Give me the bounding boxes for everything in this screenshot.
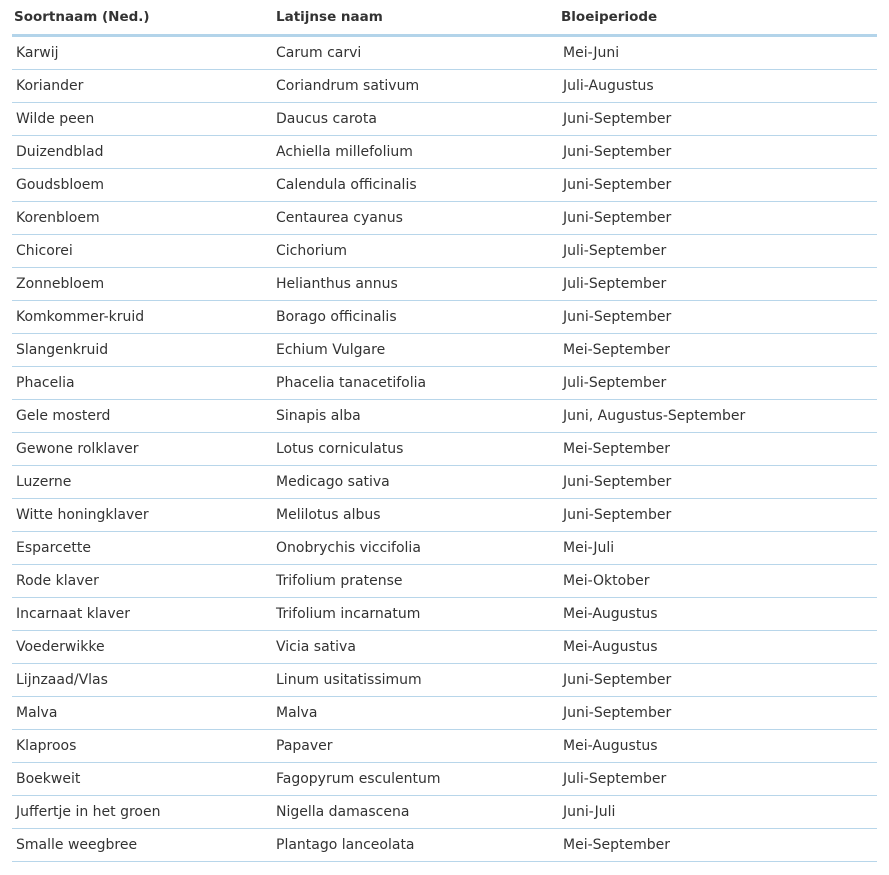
- cell-latin-name: Fagopyrum esculentum: [272, 763, 557, 796]
- cell-flowering-period: Mei-Juni: [557, 36, 877, 70]
- cell-latin-name: Borago officinalis: [272, 301, 557, 334]
- cell-dutch-name: Duizendblad: [12, 136, 272, 169]
- table-row: [12, 400, 877, 433]
- table-row: [12, 466, 877, 499]
- table-row: [12, 169, 877, 202]
- cell-flowering-period: Juni, Augustus-September: [557, 400, 877, 433]
- cell-dutch-name: Incarnaat klaver: [12, 598, 272, 631]
- table-row: [12, 499, 877, 532]
- species-table: [12, 0, 877, 862]
- cell-flowering-period: Mei-September: [557, 334, 877, 367]
- header-flowering-period: Bloeiperiode: [557, 0, 877, 36]
- cell-latin-name: Achiella millefolium: [272, 136, 557, 169]
- cell-dutch-name: Phacelia: [12, 367, 272, 400]
- cell-flowering-period: Juni-Juli: [557, 796, 877, 829]
- cell-latin-name: Plantago lanceolata: [272, 829, 557, 862]
- table-row: [12, 631, 877, 664]
- cell-dutch-name: Luzerne: [12, 466, 272, 499]
- cell-dutch-name: Chicorei: [12, 235, 272, 268]
- cell-latin-name: Nigella damascena: [272, 796, 557, 829]
- cell-dutch-name: Witte honingklaver: [12, 499, 272, 532]
- cell-latin-name: Vicia sativa: [272, 631, 557, 664]
- cell-latin-name: Coriandrum sativum: [272, 70, 557, 103]
- cell-flowering-period: Juni-September: [557, 103, 877, 136]
- cell-latin-name: Calendula officinalis: [272, 169, 557, 202]
- cell-latin-name: Trifolium pratense: [272, 565, 557, 598]
- cell-flowering-period: Mei-September: [557, 433, 877, 466]
- cell-dutch-name: Goudsbloem: [12, 169, 272, 202]
- cell-flowering-period: Juni-September: [557, 202, 877, 235]
- cell-dutch-name: Gewone rolklaver: [12, 433, 272, 466]
- cell-flowering-period: Juni-September: [557, 169, 877, 202]
- cell-latin-name: Melilotus albus: [272, 499, 557, 532]
- table-row: [12, 334, 877, 367]
- table-row: [12, 697, 877, 730]
- table-row: [12, 664, 877, 697]
- cell-dutch-name: Gele mosterd: [12, 400, 272, 433]
- table-row: [12, 565, 877, 598]
- table-row: [12, 70, 877, 103]
- cell-flowering-period: Juli-September: [557, 763, 877, 796]
- cell-flowering-period: Juli-September: [557, 268, 877, 301]
- cell-dutch-name: Voederwikke: [12, 631, 272, 664]
- table-row: [12, 598, 877, 631]
- cell-flowering-period: Juni-September: [557, 301, 877, 334]
- cell-flowering-period: Juni-September: [557, 697, 877, 730]
- table-row: [12, 730, 877, 763]
- table-row: [12, 367, 877, 400]
- table-body: [12, 36, 877, 862]
- cell-flowering-period: Juni-September: [557, 664, 877, 697]
- cell-dutch-name: Karwij: [12, 36, 272, 70]
- table-row: [12, 136, 877, 169]
- cell-latin-name: Carum carvi: [272, 36, 557, 70]
- cell-dutch-name: Rode klaver: [12, 565, 272, 598]
- table-row: [12, 763, 877, 796]
- table-row: [12, 433, 877, 466]
- cell-latin-name: Helianthus annus: [272, 268, 557, 301]
- table-row: [12, 202, 877, 235]
- table-row: [12, 532, 877, 565]
- cell-dutch-name: Malva: [12, 697, 272, 730]
- table-row: [12, 36, 877, 70]
- cell-dutch-name: Esparcette: [12, 532, 272, 565]
- cell-dutch-name: Juffertje in het groen: [12, 796, 272, 829]
- cell-flowering-period: Juli-September: [557, 235, 877, 268]
- table-row: [12, 796, 877, 829]
- cell-latin-name: Phacelia tanacetifolia: [272, 367, 557, 400]
- cell-flowering-period: Juli-September: [557, 367, 877, 400]
- cell-dutch-name: Korenbloem: [12, 202, 272, 235]
- cell-dutch-name: Wilde peen: [12, 103, 272, 136]
- cell-flowering-period: Juni-September: [557, 136, 877, 169]
- cell-latin-name: Trifolium incarnatum: [272, 598, 557, 631]
- cell-latin-name: Onobrychis viccifolia: [272, 532, 557, 565]
- table-row: [12, 235, 877, 268]
- cell-flowering-period: Mei-Augustus: [557, 598, 877, 631]
- cell-flowering-period: Mei-September: [557, 829, 877, 862]
- cell-latin-name: Cichorium: [272, 235, 557, 268]
- cell-flowering-period: Juni-September: [557, 466, 877, 499]
- cell-dutch-name: Koriander: [12, 70, 272, 103]
- cell-flowering-period: Mei-Augustus: [557, 631, 877, 664]
- table-row: [12, 829, 877, 862]
- table-row: [12, 103, 877, 136]
- table-row: [12, 268, 877, 301]
- cell-latin-name: Daucus carota: [272, 103, 557, 136]
- cell-flowering-period: Mei-Oktober: [557, 565, 877, 598]
- cell-latin-name: Malva: [272, 697, 557, 730]
- cell-flowering-period: Mei-Juli: [557, 532, 877, 565]
- cell-dutch-name: Smalle weegbree: [12, 829, 272, 862]
- header-latin-name: Latijnse naam: [272, 0, 557, 36]
- cell-flowering-period: Juli-Augustus: [557, 70, 877, 103]
- cell-latin-name: Echium Vulgare: [272, 334, 557, 367]
- cell-latin-name: Sinapis alba: [272, 400, 557, 433]
- cell-dutch-name: Boekweit: [12, 763, 272, 796]
- cell-dutch-name: Zonnebloem: [12, 268, 272, 301]
- cell-latin-name: Papaver: [272, 730, 557, 763]
- cell-latin-name: Lotus corniculatus: [272, 433, 557, 466]
- cell-dutch-name: Klaproos: [12, 730, 272, 763]
- cell-dutch-name: Lijnzaad/Vlas: [12, 664, 272, 697]
- header-dutch-name: Soortnaam (Ned.): [12, 0, 272, 36]
- cell-latin-name: Medicago sativa: [272, 466, 557, 499]
- cell-latin-name: Linum usitatissimum: [272, 664, 557, 697]
- cell-flowering-period: Juni-September: [557, 499, 877, 532]
- cell-latin-name: Centaurea cyanus: [272, 202, 557, 235]
- table-row: [12, 301, 877, 334]
- cell-dutch-name: Slangenkruid: [12, 334, 272, 367]
- cell-flowering-period: Mei-Augustus: [557, 730, 877, 763]
- header-row: [12, 0, 877, 36]
- cell-dutch-name: Komkommer-kruid: [12, 301, 272, 334]
